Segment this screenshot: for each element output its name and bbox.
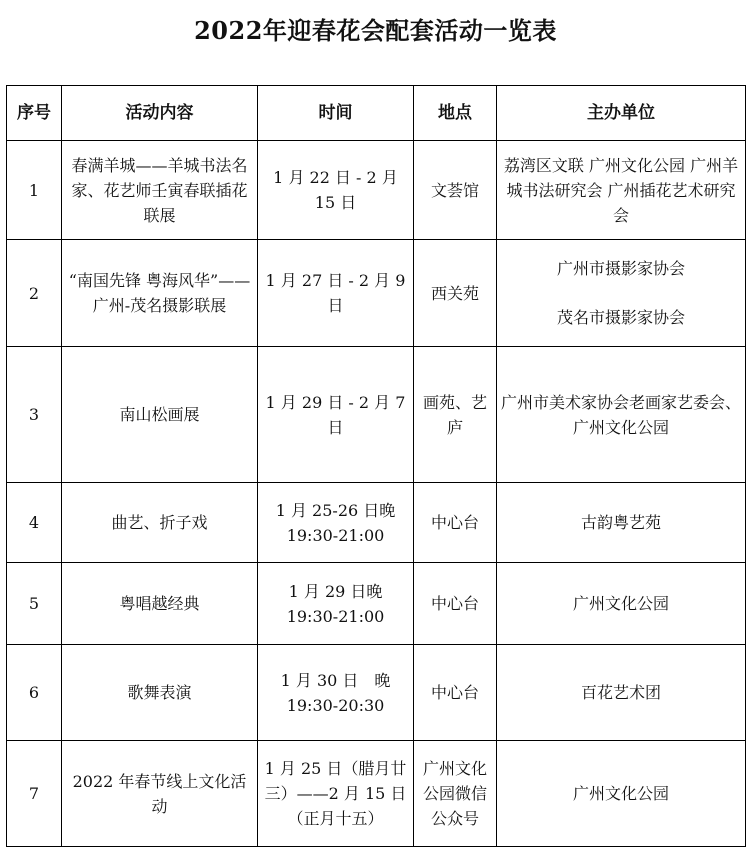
table-row xyxy=(7,741,746,847)
row-place: 中心台 xyxy=(414,483,497,563)
row-no: 2 xyxy=(7,240,62,347)
row-place: 西关苑 xyxy=(414,240,497,347)
row-place: 中心台 xyxy=(414,563,497,645)
row-content: “南国先锋 粤海风华”——广州-茂名摄影联展 xyxy=(62,240,258,347)
header-time: 时间 xyxy=(258,86,414,141)
row-place: 广州文化公园微信公众号 xyxy=(414,741,497,847)
row-time: 1 月 27 日 - 2 月 9 日 xyxy=(258,240,414,347)
row-time: 1 月 29 日 - 2 月 7 日 xyxy=(258,347,414,483)
activity-table xyxy=(6,85,746,847)
table-row xyxy=(7,347,746,483)
row-no: 4 xyxy=(7,483,62,563)
row-no: 6 xyxy=(7,645,62,741)
row-organizer xyxy=(497,347,746,483)
organizer-line: 古韵粤艺苑 xyxy=(580,513,661,532)
header-no: 序号 xyxy=(7,86,62,141)
header-place: 地点 xyxy=(414,86,497,141)
organizer-line: 百花艺术团 xyxy=(580,683,661,702)
row-content: 南山松画展 xyxy=(62,347,258,483)
row-organizer xyxy=(497,240,746,347)
row-organizer xyxy=(497,645,746,741)
row-time: 1 月 30 日 晚 19:30-20:30 xyxy=(258,645,414,741)
organizer-line: 广州文化公园 xyxy=(572,594,669,613)
table-header-row xyxy=(7,86,746,141)
row-organizer xyxy=(497,563,746,645)
table-row xyxy=(7,645,746,741)
organizer-line: 广州市美术家协会老画家艺委会、广州文化公园 xyxy=(501,392,742,437)
row-content: 春满羊城——羊城书法名家、花艺师壬寅春联插花联展 xyxy=(62,141,258,240)
row-content: 2022 年春节线上文化活动 xyxy=(62,741,258,847)
organizer-line: 茂名市摄影家协会 xyxy=(556,308,685,327)
organizer-line: 荔湾区文联 广州文化公园 广州羊城书法研究会 广州插花艺术研究会 xyxy=(503,155,739,225)
header-organizer: 主办单位 xyxy=(497,86,746,141)
table-row xyxy=(7,141,746,240)
organizer-line: 广州市摄影家协会 xyxy=(556,259,685,278)
row-organizer xyxy=(497,141,746,240)
row-organizer xyxy=(497,741,746,847)
row-place: 画苑、艺庐 xyxy=(414,347,497,483)
row-time: 1 月 29 日晚 19:30-21:00 xyxy=(258,563,414,645)
row-content: 曲艺、折子戏 xyxy=(62,483,258,563)
row-no: 3 xyxy=(7,347,62,483)
table-row xyxy=(7,563,746,645)
row-organizer xyxy=(497,483,746,563)
table-row xyxy=(7,240,746,347)
header-content: 活动内容 xyxy=(62,86,258,141)
page-title: 2022年迎春花会配套活动一览表 xyxy=(194,16,557,45)
row-content: 歌舞表演 xyxy=(62,645,258,741)
row-time: 1 月 25 日（腊月廿三）——2 月 15 日（正月十五） xyxy=(258,741,414,847)
organizer-line: 广州文化公园 xyxy=(572,784,669,803)
row-no: 5 xyxy=(7,563,62,645)
row-time: 1 月 22 日 - 2 月 15 日 xyxy=(258,141,414,240)
row-time: 1 月 25-26 日晚 19:30-21:00 xyxy=(258,483,414,563)
table-row xyxy=(7,483,746,563)
row-place: 文荟馆 xyxy=(414,141,497,240)
row-no: 7 xyxy=(7,741,62,847)
row-content: 粤唱越经典 xyxy=(62,563,258,645)
row-place: 中心台 xyxy=(414,645,497,741)
row-no: 1 xyxy=(7,141,62,240)
